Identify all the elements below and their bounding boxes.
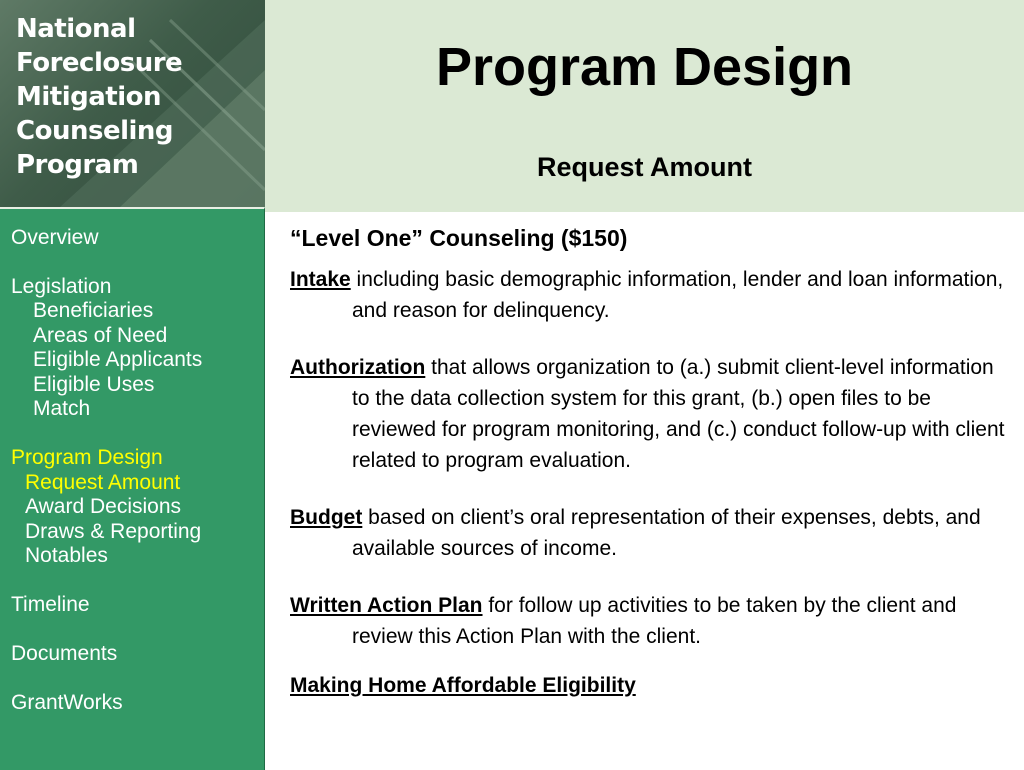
sidebar-item-notables[interactable]: Notables xyxy=(25,544,108,567)
term-label: Written Action Plan xyxy=(290,594,483,617)
sidebar-item-documents[interactable]: Documents xyxy=(11,642,118,665)
term-description: for follow up activities to be taken by the client and review this Action Plan with the client. xyxy=(352,594,957,648)
program-logo xyxy=(0,0,266,207)
sidebar-nav xyxy=(0,207,265,770)
term-label: Intake xyxy=(290,268,351,291)
sidebar-item-request-amount[interactable]: Request Amount xyxy=(25,471,181,494)
sidebar-item-beneficiaries[interactable]: Beneficiaries xyxy=(33,299,154,322)
sidebar-item-match[interactable]: Match xyxy=(33,397,91,420)
mha-eligibility-link[interactable]: Making Home Affordable Eligibility xyxy=(290,674,636,697)
section-heading: “Level One” Counseling ($150) xyxy=(290,225,628,251)
page-subtitle: Request Amount xyxy=(537,152,752,182)
page-title: Program Design xyxy=(435,37,854,97)
sidebar-item-overview[interactable]: Overview xyxy=(11,226,99,249)
sidebar-item-award-decisions[interactable]: Award Decisions xyxy=(25,495,182,518)
sidebar-item-grantworks[interactable]: GrantWorks xyxy=(11,691,123,714)
sidebar-item-legislation[interactable]: Legislation xyxy=(11,275,112,298)
sidebar-item-timeline[interactable]: Timeline xyxy=(11,593,90,616)
list-item-budget xyxy=(290,502,1015,564)
main-content xyxy=(290,220,1015,701)
sidebar-item-draws-reporting[interactable]: Draws & Reporting xyxy=(25,520,202,543)
sidebar-item-eligible-applicants[interactable]: Eligible Applicants xyxy=(33,348,203,371)
list-item-action-plan xyxy=(290,590,1015,652)
sidebar-item-eligible-uses[interactable]: Eligible Uses xyxy=(33,373,155,396)
term-description: based on client’s oral representation of their expenses, debts, and available sources of income. xyxy=(352,506,981,560)
term-label: Authorization xyxy=(290,356,426,379)
term-description: that allows organization to (a.) submit client-level information to the data collection system for this grant, (b.) open files to be reviewed for program monitoring, and (c.) conduct follow-up with client related to program evaluation. xyxy=(352,356,1005,472)
term-description: including basic demographic information, lender and loan information, and reason for delinquency. xyxy=(350,268,1004,322)
term-label: Budget xyxy=(290,506,363,529)
list-item-authorization xyxy=(290,352,1015,476)
slide-header xyxy=(265,0,1024,212)
sidebar-item-areas-of-need[interactable]: Areas of Need xyxy=(33,324,168,347)
sidebar-item-program-design[interactable]: Program Design xyxy=(11,446,163,469)
list-item-intake xyxy=(290,264,1015,326)
logo-text: National Foreclosure Mitigation Counseling Program xyxy=(16,14,183,180)
